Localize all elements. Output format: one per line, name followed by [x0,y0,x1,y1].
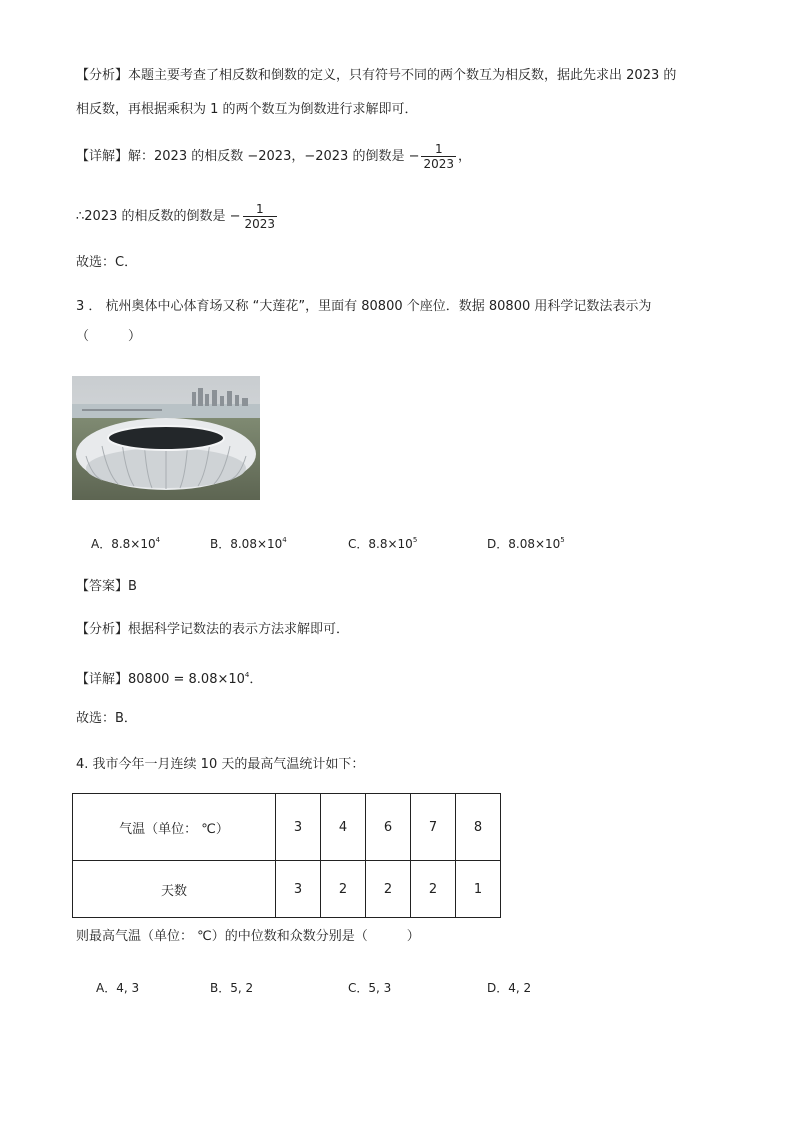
q2-choice: 故选：C． [76,255,138,270]
temperature-cell: 6 [366,794,411,861]
days-cell: 2 [411,861,456,918]
q3-option-b-value: 8.08×10 [230,537,283,551]
q2-analysis-line2: 相反数，再根据乘积为 1 的两个数互为倒数进行求解即可． [76,102,418,117]
q3-option-d-label: D． [487,537,509,551]
q2-analysis-tag: 【分析】 [76,68,129,83]
q3-option-d-exp: 5 [560,536,565,544]
temperature-header-cell: 气温（单位： ℃） [73,794,276,861]
q4-option-b-label: B． [210,981,231,995]
temperature-cell: 7 [411,794,456,861]
q3-option-c-value: 8.8×10 [368,537,413,551]
temperature-cell: 8 [456,794,501,861]
q4-option-d [487,979,531,996]
q4-option-d-label: D． [487,981,509,995]
q3-option-b-exp: 4 [282,536,287,544]
temperature-cell: 4 [321,794,366,861]
q3-option-c-label: C． [348,537,369,551]
q3-option-a [91,535,160,552]
q2-therefore-line [76,202,279,231]
q3-analysis-tag: 【分析】 [76,622,129,637]
days-cell: 3 [276,861,321,918]
q4-option-c-label: C． [348,981,369,995]
q3-answer [76,578,137,596]
q3-detail-end: ． [249,672,263,687]
q2-fraction-numerator: 1 [434,142,443,156]
q4-option-a-label: A． [96,981,117,995]
q4-option-d-value: 4, 2 [508,981,532,995]
q3-option-a-label: A． [91,537,112,551]
days-header-cell: 天数 [73,861,276,918]
q2-therefore-numerator: 1 [255,202,264,216]
q3-stem-line2: （ ） [76,329,142,344]
q3-analysis [76,621,349,639]
q3-stem-line1: 3 ． 杭州奥体中心体育场又称 “大莲花”，里面有 80800 个座位．数据 80800 用科学记数法表示为 [76,299,652,314]
q3-option-d-value: 8.08×10 [508,537,561,551]
q3-choice: 故选：B． [76,711,137,726]
days-cell: 2 [366,861,411,918]
q2-therefore-text: ∴2023 的相反数的倒数是 − [76,209,241,224]
temperature-cell: 3 [276,794,321,861]
q2-fraction-denominator: 2023 [423,157,455,171]
days-cell: 2 [321,861,366,918]
q3-detail-expr: 80800 = 8.08×10 [128,672,245,687]
q4-stem: 4. 我市今年一月连续 10 天的最高气温统计如下： [76,757,365,772]
q3-option-a-value: 8.8×10 [111,537,156,551]
q3-option-d [487,535,565,552]
q4-option-a [96,979,139,996]
q3-option-c-exp: 5 [412,536,418,544]
q2-detail-suffix: ， [458,149,472,164]
q2-analysis-text1: 本题主要考查了相反数和倒数的定义，只有符号不同的两个数互为相反数，据此先求出 2023 的 [128,68,677,83]
q2-detail-prefix: 解：2023 的相反数 −2023，−2023 的倒数是 − [128,149,420,164]
q2-analysis-line1 [76,67,676,85]
q3-detail-exp: 4 [244,671,250,679]
table-row [73,794,501,861]
q3-answer-value: B [128,579,137,594]
q4-option-b-value: 5, 2 [230,981,254,995]
q4-option-c [348,979,391,996]
q2-fraction [421,142,456,171]
q4-option-a-value: 4, 3 [116,981,140,995]
temperature-table [72,793,501,918]
q3-detail-tag: 【详解】 [76,672,129,687]
q2-detail-line [76,142,471,171]
q3-answer-tag: 【答案】 [76,579,129,594]
stadium-photo [72,376,260,500]
q3-analysis-text: 根据科学记数法的表示方法求解即可． [128,622,350,637]
q3-option-c [348,535,417,552]
q3-option-b-label: B． [210,537,231,551]
q4-question: 则最高气温（单位： ℃）的中位数和众数分别是（ ） [76,929,420,944]
q4-option-b [210,979,253,996]
table-row [73,861,501,918]
q3-option-b [210,535,287,552]
q3-detail [76,666,262,689]
days-cell: 1 [456,861,501,918]
q2-therefore-fraction [243,202,278,231]
q3-option-a-exp: 4 [155,536,161,544]
q4-option-c-value: 5, 3 [368,981,392,995]
q2-detail-tag: 【详解】 [76,149,129,164]
q2-therefore-denominator: 2023 [244,217,276,231]
